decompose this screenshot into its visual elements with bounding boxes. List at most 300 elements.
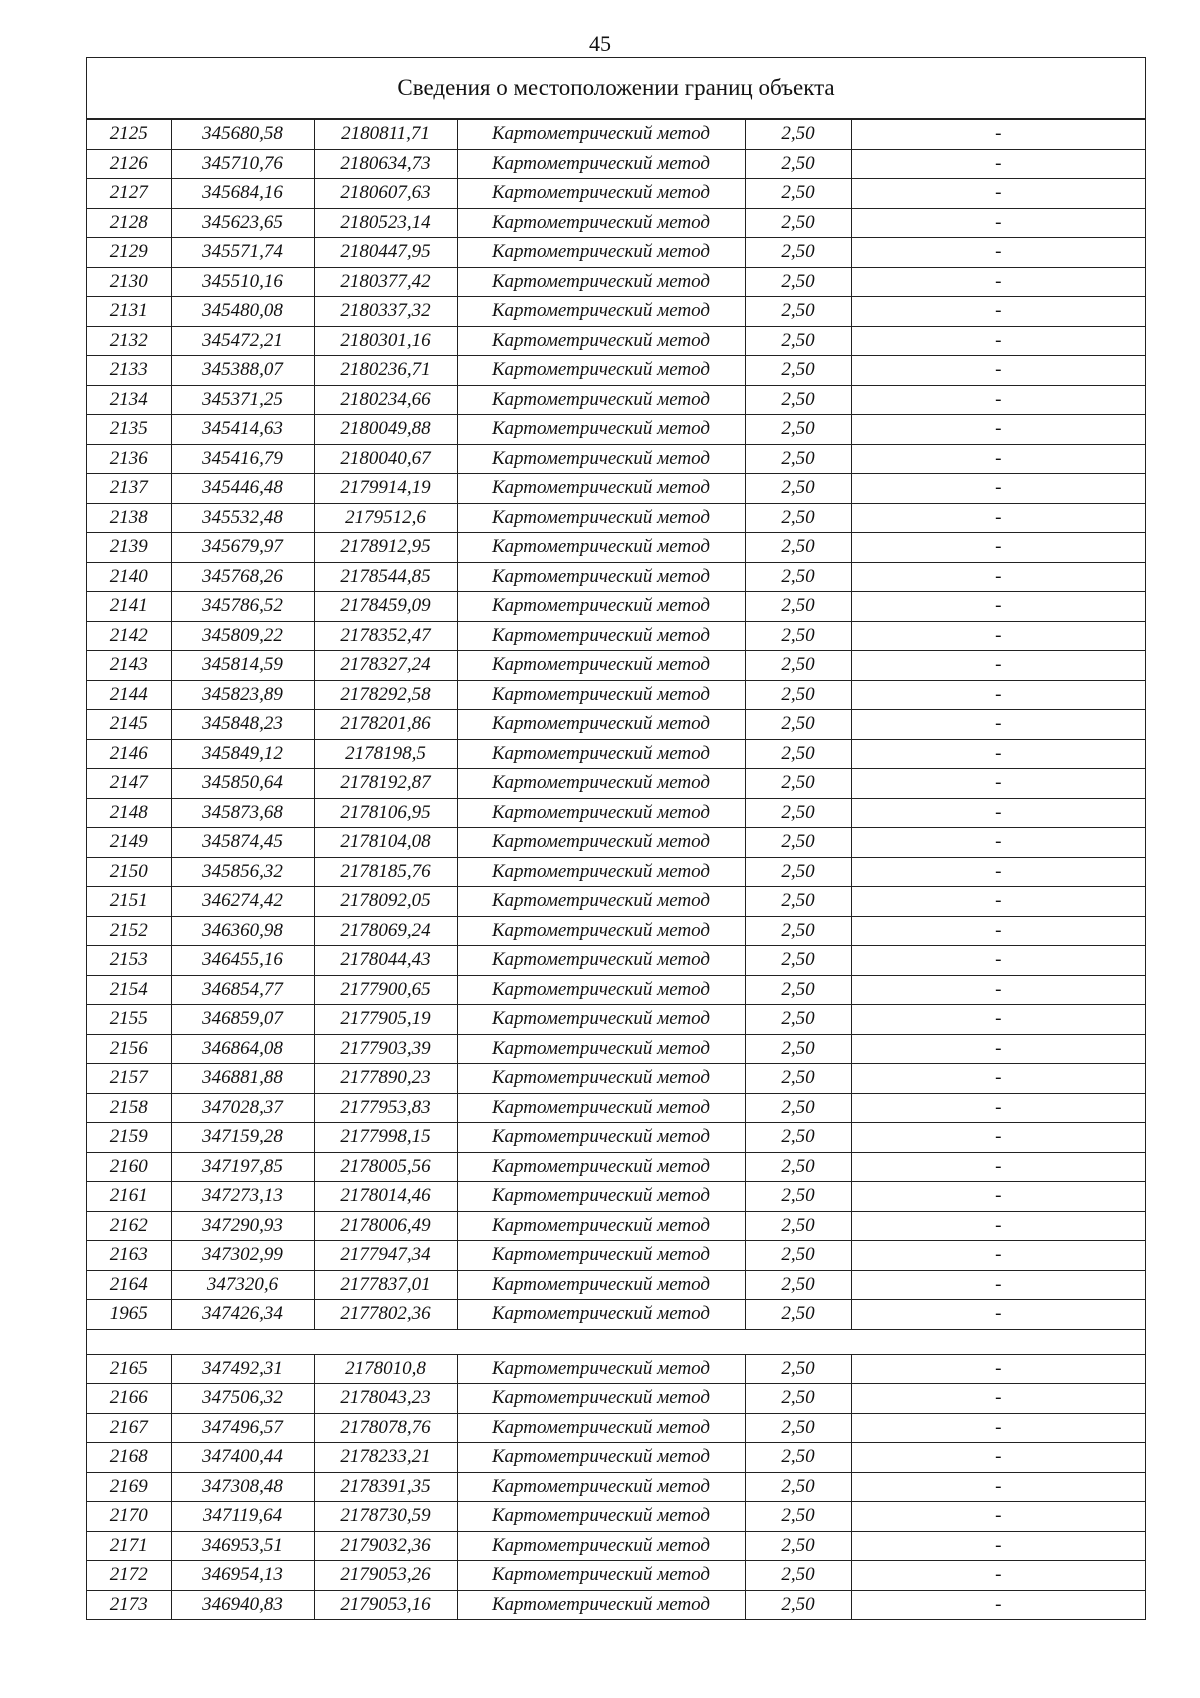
- y-coordinate-cell: 2179032,36: [314, 1531, 457, 1561]
- description-cell: -: [851, 1241, 1145, 1271]
- x-coordinate-cell: 346864,08: [171, 1034, 314, 1064]
- description-cell: -: [851, 1561, 1145, 1591]
- accuracy-cell: 2,50: [745, 444, 851, 474]
- x-coordinate-cell: 347426,34: [171, 1300, 314, 1330]
- x-coordinate-cell: 346274,42: [171, 887, 314, 917]
- x-coordinate-cell: 345679,97: [171, 533, 314, 563]
- x-coordinate-cell: 347119,64: [171, 1502, 314, 1532]
- y-coordinate-cell: 2180337,32: [314, 297, 457, 327]
- table-row: [87, 739, 1145, 769]
- table-row: [87, 503, 1145, 533]
- x-coordinate-cell: 345856,32: [171, 857, 314, 887]
- table-row: [87, 857, 1145, 887]
- y-coordinate-cell: 2178292,58: [314, 680, 457, 710]
- accuracy-cell: 2,50: [745, 1241, 851, 1271]
- y-coordinate-cell: 2178198,5: [314, 739, 457, 769]
- method-cell: Картометрический метод: [457, 1241, 745, 1271]
- point-number-cell: 2172: [87, 1561, 171, 1591]
- method-cell: Картометрический метод: [457, 533, 745, 563]
- y-coordinate-cell: 2180040,67: [314, 444, 457, 474]
- description-cell: -: [851, 474, 1145, 504]
- accuracy-cell: 2,50: [745, 1270, 851, 1300]
- description-cell: -: [851, 238, 1145, 268]
- x-coordinate-cell: 346854,77: [171, 975, 314, 1005]
- table-row: [87, 1182, 1145, 1212]
- accuracy-cell: 2,50: [745, 326, 851, 356]
- point-number-cell: 2167: [87, 1413, 171, 1443]
- x-coordinate-cell: 345680,58: [171, 120, 314, 150]
- point-number-cell: 2157: [87, 1064, 171, 1094]
- table-row: [87, 1590, 1145, 1619]
- x-coordinate-cell: 347197,85: [171, 1152, 314, 1182]
- y-coordinate-cell: 2178014,46: [314, 1182, 457, 1212]
- point-number-cell: 2126: [87, 149, 171, 179]
- table-row: [87, 1472, 1145, 1502]
- accuracy-cell: 2,50: [745, 120, 851, 150]
- y-coordinate-cell: 2177903,39: [314, 1034, 457, 1064]
- point-number-cell: 2136: [87, 444, 171, 474]
- description-cell: -: [851, 1064, 1145, 1094]
- accuracy-cell: 2,50: [745, 179, 851, 209]
- accuracy-cell: 2,50: [745, 798, 851, 828]
- y-coordinate-cell: 2179512,6: [314, 503, 457, 533]
- point-number-cell: 2163: [87, 1241, 171, 1271]
- table-row: [87, 1034, 1145, 1064]
- description-cell: -: [851, 1300, 1145, 1330]
- accuracy-cell: 2,50: [745, 710, 851, 740]
- point-number-cell: 2161: [87, 1182, 171, 1212]
- y-coordinate-cell: 2177998,15: [314, 1123, 457, 1153]
- x-coordinate-cell: 346954,13: [171, 1561, 314, 1591]
- table-row: [87, 1005, 1145, 1035]
- accuracy-cell: 2,50: [745, 680, 851, 710]
- method-cell: Картометрический метод: [457, 444, 745, 474]
- description-cell: -: [851, 857, 1145, 887]
- description-cell: -: [851, 769, 1145, 799]
- point-number-cell: 2164: [87, 1270, 171, 1300]
- accuracy-cell: 2,50: [745, 592, 851, 622]
- method-cell: Картометрический метод: [457, 769, 745, 799]
- description-cell: -: [851, 1182, 1145, 1212]
- point-number-cell: 2140: [87, 562, 171, 592]
- table-row: [87, 356, 1145, 386]
- point-number-cell: 2159: [87, 1123, 171, 1153]
- method-cell: Картометрический метод: [457, 1270, 745, 1300]
- point-number-cell: 1965: [87, 1300, 171, 1330]
- description-cell: -: [851, 1590, 1145, 1619]
- method-cell: Картометрический метод: [457, 503, 745, 533]
- table-row: [87, 1211, 1145, 1241]
- point-number-cell: 2131: [87, 297, 171, 327]
- table-row: [87, 1123, 1145, 1153]
- table-row: [87, 415, 1145, 445]
- point-number-cell: 2133: [87, 356, 171, 386]
- method-cell: Картометрический метод: [457, 1093, 745, 1123]
- point-number-cell: 2173: [87, 1590, 171, 1619]
- x-coordinate-cell: 347308,48: [171, 1472, 314, 1502]
- y-coordinate-cell: 2180049,88: [314, 415, 457, 445]
- y-coordinate-cell: 2178006,49: [314, 1211, 457, 1241]
- point-number-cell: 2138: [87, 503, 171, 533]
- table-row: [87, 1531, 1145, 1561]
- description-cell: -: [851, 326, 1145, 356]
- description-cell: -: [851, 149, 1145, 179]
- x-coordinate-cell: 346940,83: [171, 1590, 314, 1619]
- method-cell: Картометрический метод: [457, 1300, 745, 1330]
- point-number-cell: 2125: [87, 120, 171, 150]
- y-coordinate-cell: 2177905,19: [314, 1005, 457, 1035]
- description-cell: -: [851, 1354, 1145, 1384]
- x-coordinate-cell: 345446,48: [171, 474, 314, 504]
- accuracy-cell: 2,50: [745, 1561, 851, 1591]
- gap-cell: [87, 1329, 1145, 1354]
- point-number-cell: 2169: [87, 1472, 171, 1502]
- method-cell: Картометрический метод: [457, 562, 745, 592]
- accuracy-cell: 2,50: [745, 946, 851, 976]
- point-number-cell: 2156: [87, 1034, 171, 1064]
- method-cell: Картометрический метод: [457, 887, 745, 917]
- y-coordinate-cell: 2180811,71: [314, 120, 457, 150]
- x-coordinate-cell: 345510,16: [171, 267, 314, 297]
- accuracy-cell: 2,50: [745, 1472, 851, 1502]
- description-cell: -: [851, 1472, 1145, 1502]
- point-number-cell: 2129: [87, 238, 171, 268]
- table-row: [87, 238, 1145, 268]
- point-number-cell: 2152: [87, 916, 171, 946]
- accuracy-cell: 2,50: [745, 149, 851, 179]
- table-row: [87, 120, 1145, 150]
- point-number-cell: 2168: [87, 1443, 171, 1473]
- accuracy-cell: 2,50: [745, 1034, 851, 1064]
- x-coordinate-cell: 345768,26: [171, 562, 314, 592]
- accuracy-cell: 2,50: [745, 739, 851, 769]
- accuracy-cell: 2,50: [745, 828, 851, 858]
- y-coordinate-cell: 2180447,95: [314, 238, 457, 268]
- description-cell: -: [851, 1152, 1145, 1182]
- table-caption: Сведения о местоположении границ объекта: [87, 58, 1145, 119]
- accuracy-cell: 2,50: [745, 1443, 851, 1473]
- description-cell: -: [851, 503, 1145, 533]
- point-number-cell: 2130: [87, 267, 171, 297]
- table-row: [87, 1093, 1145, 1123]
- x-coordinate-cell: 347492,31: [171, 1354, 314, 1384]
- coordinates-table-body: [87, 120, 1145, 1620]
- accuracy-cell: 2,50: [745, 356, 851, 386]
- accuracy-cell: 2,50: [745, 1064, 851, 1094]
- y-coordinate-cell: 2179914,19: [314, 474, 457, 504]
- method-cell: Картометрический метод: [457, 1443, 745, 1473]
- method-cell: Картометрический метод: [457, 828, 745, 858]
- accuracy-cell: 2,50: [745, 1182, 851, 1212]
- table-row: [87, 1413, 1145, 1443]
- table-row: [87, 297, 1145, 327]
- method-cell: Картометрический метод: [457, 592, 745, 622]
- y-coordinate-cell: 2177900,65: [314, 975, 457, 1005]
- accuracy-cell: 2,50: [745, 887, 851, 917]
- x-coordinate-cell: 347496,57: [171, 1413, 314, 1443]
- table-row: [87, 267, 1145, 297]
- accuracy-cell: 2,50: [745, 1502, 851, 1532]
- x-coordinate-cell: 347506,32: [171, 1384, 314, 1414]
- x-coordinate-cell: 345472,21: [171, 326, 314, 356]
- method-cell: Картометрический метод: [457, 1531, 745, 1561]
- method-cell: Картометрический метод: [457, 385, 745, 415]
- x-coordinate-cell: 345873,68: [171, 798, 314, 828]
- method-cell: Картометрический метод: [457, 1561, 745, 1591]
- x-coordinate-cell: 345571,74: [171, 238, 314, 268]
- description-cell: -: [851, 887, 1145, 917]
- y-coordinate-cell: 2180236,71: [314, 356, 457, 386]
- method-cell: Картометрический метод: [457, 1590, 745, 1619]
- description-cell: -: [851, 739, 1145, 769]
- description-cell: -: [851, 120, 1145, 150]
- method-cell: Картометрический метод: [457, 651, 745, 681]
- y-coordinate-cell: 2180523,14: [314, 208, 457, 238]
- table-row: [87, 533, 1145, 563]
- y-coordinate-cell: 2177953,83: [314, 1093, 457, 1123]
- point-number-cell: 2166: [87, 1384, 171, 1414]
- accuracy-cell: 2,50: [745, 1152, 851, 1182]
- page-number: 45: [589, 31, 611, 56]
- y-coordinate-cell: 2178069,24: [314, 916, 457, 946]
- y-coordinate-cell: 2180377,42: [314, 267, 457, 297]
- x-coordinate-cell: 347302,99: [171, 1241, 314, 1271]
- y-coordinate-cell: 2178912,95: [314, 533, 457, 563]
- accuracy-cell: 2,50: [745, 1005, 851, 1035]
- point-number-cell: 2143: [87, 651, 171, 681]
- point-number-cell: 2137: [87, 474, 171, 504]
- coordinates-table: [87, 119, 1145, 1619]
- description-cell: -: [851, 179, 1145, 209]
- table-row: [87, 1502, 1145, 1532]
- table-row: [87, 326, 1145, 356]
- point-number-cell: 2155: [87, 1005, 171, 1035]
- y-coordinate-cell: 2179053,26: [314, 1561, 457, 1591]
- method-cell: Картометрический метод: [457, 1182, 745, 1212]
- y-coordinate-cell: 2178327,24: [314, 651, 457, 681]
- description-cell: -: [851, 916, 1145, 946]
- accuracy-cell: 2,50: [745, 916, 851, 946]
- method-cell: Картометрический метод: [457, 415, 745, 445]
- description-cell: -: [851, 975, 1145, 1005]
- point-number-cell: 2141: [87, 592, 171, 622]
- accuracy-cell: 2,50: [745, 857, 851, 887]
- y-coordinate-cell: 2178078,76: [314, 1413, 457, 1443]
- x-coordinate-cell: 345874,45: [171, 828, 314, 858]
- table-row: [87, 828, 1145, 858]
- accuracy-cell: 2,50: [745, 1300, 851, 1330]
- accuracy-cell: 2,50: [745, 208, 851, 238]
- y-coordinate-cell: 2178010,8: [314, 1354, 457, 1384]
- accuracy-cell: 2,50: [745, 1531, 851, 1561]
- y-coordinate-cell: 2180607,63: [314, 179, 457, 209]
- description-cell: -: [851, 1093, 1145, 1123]
- table-row: [87, 1152, 1145, 1182]
- description-cell: -: [851, 1443, 1145, 1473]
- x-coordinate-cell: 345786,52: [171, 592, 314, 622]
- table-row: [87, 444, 1145, 474]
- accuracy-cell: 2,50: [745, 651, 851, 681]
- description-cell: -: [851, 680, 1145, 710]
- point-number-cell: 2150: [87, 857, 171, 887]
- y-coordinate-cell: 2178459,09: [314, 592, 457, 622]
- table-row: [87, 179, 1145, 209]
- method-cell: Картометрический метод: [457, 946, 745, 976]
- table-row: [87, 1241, 1145, 1271]
- description-cell: -: [851, 267, 1145, 297]
- point-number-cell: 2151: [87, 887, 171, 917]
- x-coordinate-cell: 345809,22: [171, 621, 314, 651]
- y-coordinate-cell: 2178005,56: [314, 1152, 457, 1182]
- method-cell: Картометрический метод: [457, 975, 745, 1005]
- y-coordinate-cell: 2178044,43: [314, 946, 457, 976]
- description-cell: -: [851, 1384, 1145, 1414]
- description-cell: -: [851, 1413, 1145, 1443]
- table-row: [87, 208, 1145, 238]
- description-cell: -: [851, 946, 1145, 976]
- point-number-cell: 2154: [87, 975, 171, 1005]
- method-cell: Картометрический метод: [457, 1211, 745, 1241]
- description-cell: -: [851, 208, 1145, 238]
- accuracy-cell: 2,50: [745, 1354, 851, 1384]
- table-row: [87, 1384, 1145, 1414]
- x-coordinate-cell: 347290,93: [171, 1211, 314, 1241]
- x-coordinate-cell: 345532,48: [171, 503, 314, 533]
- x-coordinate-cell: 346859,07: [171, 1005, 314, 1035]
- point-number-cell: 2160: [87, 1152, 171, 1182]
- table-row: [87, 592, 1145, 622]
- description-cell: -: [851, 533, 1145, 563]
- y-coordinate-cell: 2178043,23: [314, 1384, 457, 1414]
- point-number-cell: 2148: [87, 798, 171, 828]
- y-coordinate-cell: 2180234,66: [314, 385, 457, 415]
- table-row: [87, 385, 1145, 415]
- table-row: [87, 798, 1145, 828]
- table-row: [87, 1354, 1145, 1384]
- x-coordinate-cell: 347028,37: [171, 1093, 314, 1123]
- y-coordinate-cell: 2178106,95: [314, 798, 457, 828]
- table-row: [87, 710, 1145, 740]
- method-cell: Картометрический метод: [457, 326, 745, 356]
- table-row: [87, 562, 1145, 592]
- point-number-cell: 2146: [87, 739, 171, 769]
- y-coordinate-cell: 2178104,08: [314, 828, 457, 858]
- accuracy-cell: 2,50: [745, 1413, 851, 1443]
- x-coordinate-cell: 345823,89: [171, 680, 314, 710]
- accuracy-cell: 2,50: [745, 474, 851, 504]
- point-number-cell: 2170: [87, 1502, 171, 1532]
- description-cell: -: [851, 828, 1145, 858]
- point-number-cell: 2147: [87, 769, 171, 799]
- method-cell: Картометрический метод: [457, 1472, 745, 1502]
- method-cell: Картометрический метод: [457, 297, 745, 327]
- point-number-cell: 2144: [87, 680, 171, 710]
- method-cell: Картометрический метод: [457, 680, 745, 710]
- method-cell: Картометрический метод: [457, 621, 745, 651]
- accuracy-cell: 2,50: [745, 385, 851, 415]
- x-coordinate-cell: 345623,65: [171, 208, 314, 238]
- table-row: [87, 1300, 1145, 1330]
- method-cell: Картометрический метод: [457, 149, 745, 179]
- x-coordinate-cell: 347320,6: [171, 1270, 314, 1300]
- y-coordinate-cell: 2178233,21: [314, 1443, 457, 1473]
- accuracy-cell: 2,50: [745, 297, 851, 327]
- method-cell: Картометрический метод: [457, 179, 745, 209]
- table-row: [87, 946, 1145, 976]
- description-cell: -: [851, 1211, 1145, 1241]
- method-cell: Картометрический метод: [457, 1064, 745, 1094]
- method-cell: Картометрический метод: [457, 267, 745, 297]
- method-cell: Картометрический метод: [457, 916, 745, 946]
- method-cell: Картометрический метод: [457, 1413, 745, 1443]
- y-coordinate-cell: 2178391,35: [314, 1472, 457, 1502]
- point-number-cell: 2132: [87, 326, 171, 356]
- x-coordinate-cell: 346360,98: [171, 916, 314, 946]
- x-coordinate-cell: 345414,63: [171, 415, 314, 445]
- description-cell: -: [851, 621, 1145, 651]
- table-row: [87, 769, 1145, 799]
- accuracy-cell: 2,50: [745, 1123, 851, 1153]
- table-row: [87, 621, 1145, 651]
- description-cell: -: [851, 562, 1145, 592]
- method-cell: Картометрический метод: [457, 1005, 745, 1035]
- method-cell: Картометрический метод: [457, 710, 745, 740]
- x-coordinate-cell: 346881,88: [171, 1064, 314, 1094]
- method-cell: Картометрический метод: [457, 1502, 745, 1532]
- y-coordinate-cell: 2178352,47: [314, 621, 457, 651]
- x-coordinate-cell: 347159,28: [171, 1123, 314, 1153]
- table-row: [87, 1443, 1145, 1473]
- table-row: [87, 651, 1145, 681]
- description-cell: -: [851, 385, 1145, 415]
- point-number-cell: 2142: [87, 621, 171, 651]
- table-row: [87, 1064, 1145, 1094]
- description-cell: -: [851, 798, 1145, 828]
- x-coordinate-cell: 345371,25: [171, 385, 314, 415]
- description-cell: -: [851, 1005, 1145, 1035]
- x-coordinate-cell: 345416,79: [171, 444, 314, 474]
- y-coordinate-cell: 2180634,73: [314, 149, 457, 179]
- point-number-cell: 2139: [87, 533, 171, 563]
- table-row: [87, 474, 1145, 504]
- table-row: [87, 680, 1145, 710]
- accuracy-cell: 2,50: [745, 533, 851, 563]
- table-row: [87, 916, 1145, 946]
- x-coordinate-cell: 345388,07: [171, 356, 314, 386]
- method-cell: Картометрический метод: [457, 1123, 745, 1153]
- point-number-cell: 2158: [87, 1093, 171, 1123]
- point-number-cell: 2134: [87, 385, 171, 415]
- accuracy-cell: 2,50: [745, 1211, 851, 1241]
- accuracy-cell: 2,50: [745, 415, 851, 445]
- description-cell: -: [851, 444, 1145, 474]
- x-coordinate-cell: 345849,12: [171, 739, 314, 769]
- description-cell: -: [851, 415, 1145, 445]
- y-coordinate-cell: 2178201,86: [314, 710, 457, 740]
- method-cell: Картометрический метод: [457, 356, 745, 386]
- method-cell: Картометрический метод: [457, 1384, 745, 1414]
- y-coordinate-cell: 2180301,16: [314, 326, 457, 356]
- y-coordinate-cell: 2178544,85: [314, 562, 457, 592]
- accuracy-cell: 2,50: [745, 503, 851, 533]
- coordinates-table-frame: [86, 57, 1146, 1620]
- description-cell: -: [851, 651, 1145, 681]
- y-coordinate-cell: 2177802,36: [314, 1300, 457, 1330]
- method-cell: Картометрический метод: [457, 1034, 745, 1064]
- description-cell: -: [851, 297, 1145, 327]
- table-row: [87, 149, 1145, 179]
- y-coordinate-cell: 2178192,87: [314, 769, 457, 799]
